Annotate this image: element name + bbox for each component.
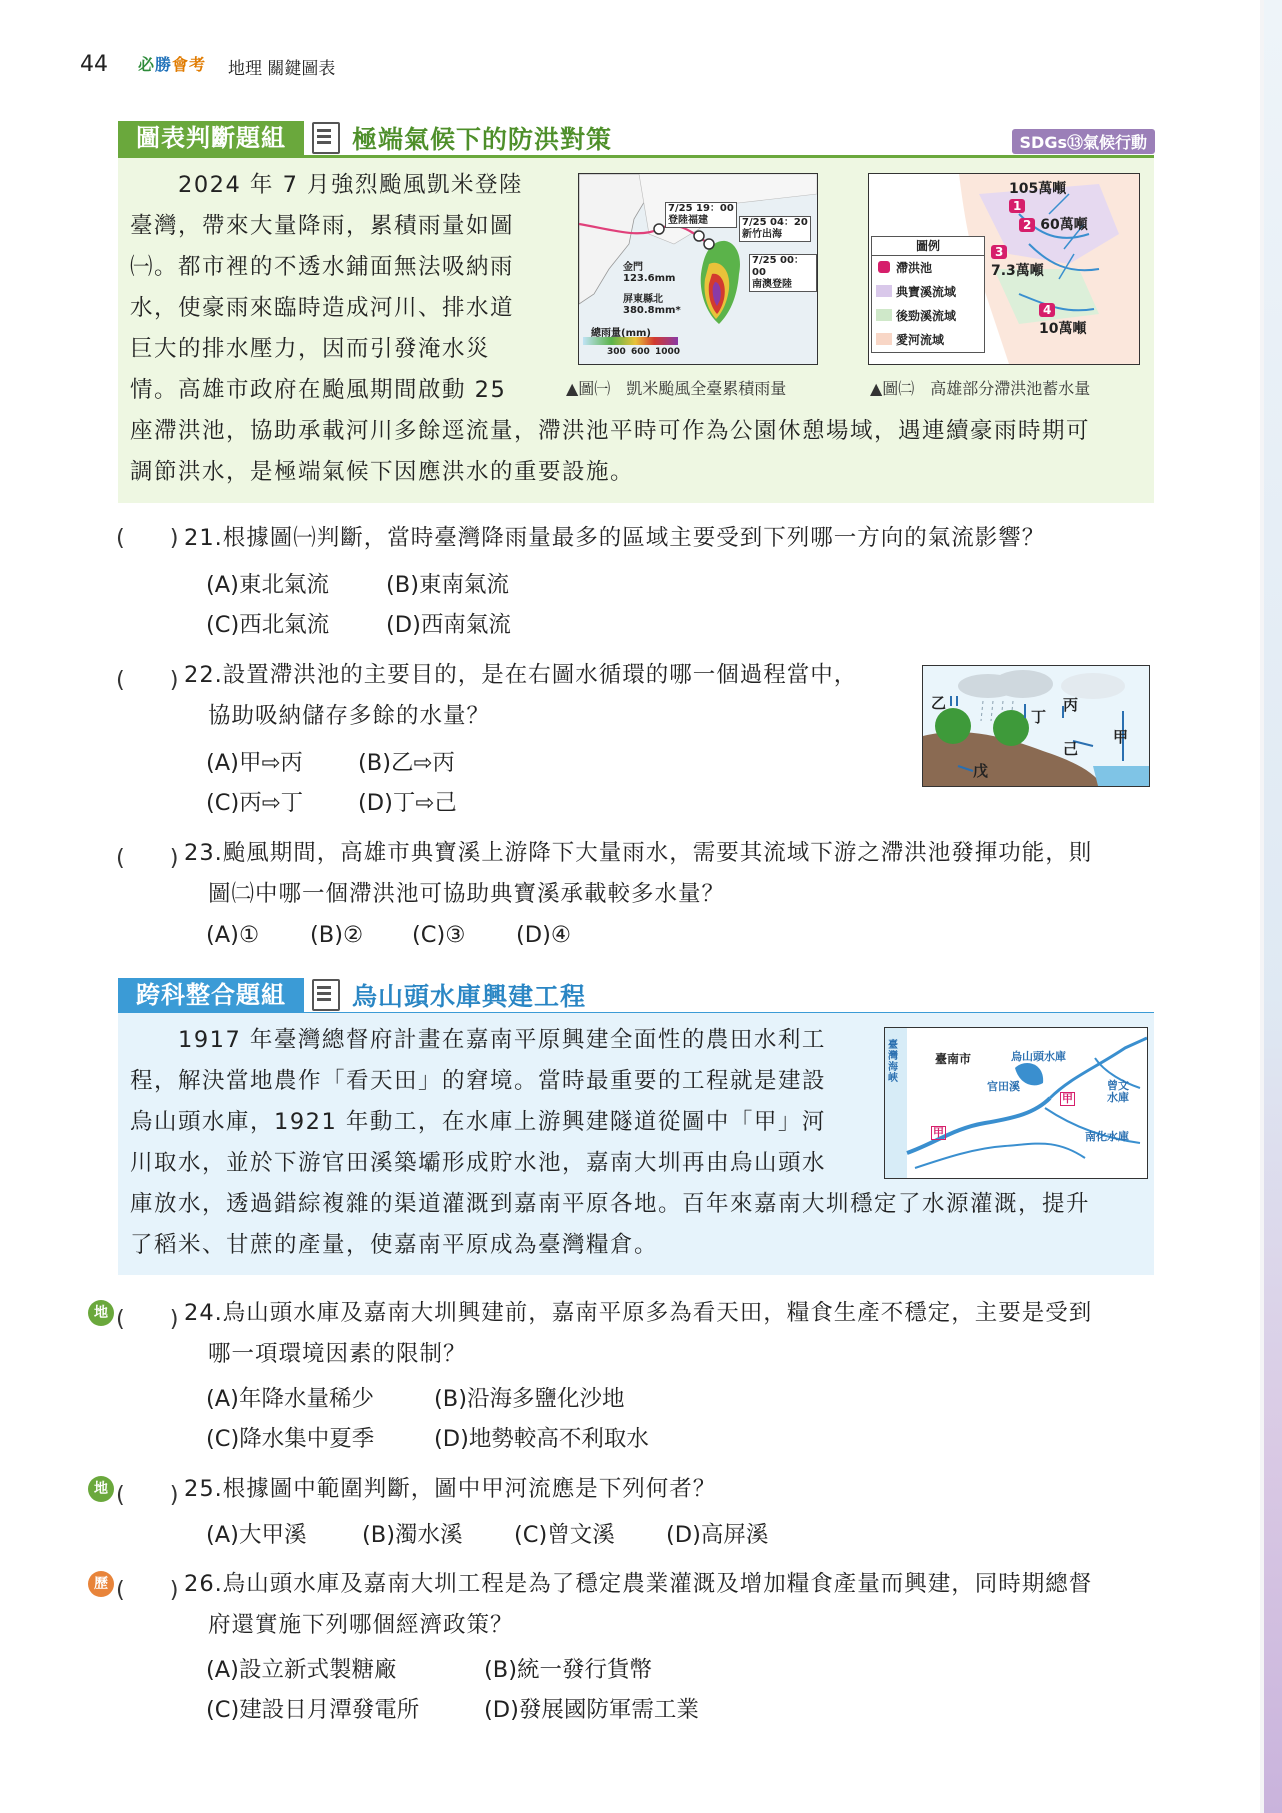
passage-line: 座滯洪池，協助承載河川多餘逕流量，滯洪池平時可作為公園休憩場域，遇連續豪雨時期可 (130, 418, 1091, 444)
passage-line: 巨大的排水壓力，因而引發淹水災 (130, 336, 491, 362)
figure1-caption: ▲圖㈠ 凱米颱風全臺累積雨量 (566, 379, 787, 398)
fig1-label-kinmen: 金門 123.6mm (623, 262, 676, 284)
q23-option-a[interactable]: (A)① (206, 922, 260, 948)
wc-label-jia: 甲 (1113, 728, 1129, 746)
question-26: 26.烏山頭水庫及嘉南大圳工程是為了穩定農業灌溉及增加糧食產量而興建，同時期總督 府還實施下列哪個經濟政策？ (184, 1571, 1093, 1638)
map-label-zengwen: 曾文水庫 (1107, 1079, 1129, 1104)
map-label-tainan: 臺南市 (935, 1052, 972, 1066)
fig1-label-landfall-fujian: 7/25 19：00 登陸福建 (665, 202, 737, 228)
wushantou-map (884, 1027, 1148, 1179)
wc-label-ji: 己 (1063, 740, 1079, 758)
fig2-legend (871, 236, 985, 353)
document-icon (312, 122, 340, 154)
page-number: 44 (80, 52, 108, 77)
wc-label-bing: 丙 (1063, 696, 1079, 714)
section1-title: 極端氣候下的防洪對策 (352, 125, 613, 154)
passage-line: 2024 年 7 月強烈颱風凱米登陸 (178, 172, 524, 198)
passage-line: ㈠。都市裡的不透水鋪面無法吸納雨 (130, 254, 515, 280)
fig2-legend-item: 後勁溪流域 (872, 304, 984, 328)
fig2-pool4: 4 10萬噸 (1039, 303, 1087, 337)
passage-line: 臺灣，帶來大量降雨，累積雨量如圖 (130, 213, 515, 239)
q25-option-a[interactable]: (A)大甲溪 (206, 1522, 307, 1548)
section1-passage (130, 165, 560, 411)
q25-option-b[interactable]: (B)濁水溪 (362, 1522, 463, 1548)
fig2-legend-title: 圖例 (872, 237, 984, 256)
map-label-jia-2: 甲 (933, 1126, 944, 1139)
figure1-rainfall-map (578, 173, 818, 365)
fig1-legend-tick: 600 (631, 347, 650, 357)
section2-tag: 跨科整合題組 (118, 978, 304, 1012)
fig2-legend-item: 滯洪池 (872, 256, 984, 280)
q26-option-c[interactable]: (C)建設日月潭發電所 (206, 1697, 420, 1723)
wc-label-yi: 乙 (931, 694, 947, 712)
book-logo: 必勝會考 (138, 55, 207, 74)
figure2-detention-map (868, 173, 1140, 365)
fig1-label-pingtung: 屏東縣北 380.8mm* (623, 294, 681, 316)
q24-option-b[interactable]: (B)沿海多鹽化沙地 (434, 1386, 625, 1412)
passage-line: 了稻米、甘蔗的產量，使嘉南平原成為臺灣糧倉。 (130, 1232, 659, 1258)
q26-option-d[interactable]: (D)發展國防軍需工業 (484, 1697, 699, 1723)
q23-option-b[interactable]: (B)② (310, 922, 364, 948)
page-edge-decoration (1264, 0, 1282, 1813)
answer-blank[interactable]: ( ) (116, 1577, 179, 1603)
fig2-pool2: 2 60萬噸 (1019, 214, 1088, 234)
q21-option-b[interactable]: (B)東南氣流 (386, 572, 509, 598)
section2-title: 烏山頭水庫興建工程 (352, 982, 587, 1011)
document-icon (312, 979, 340, 1011)
header-title: 地理 關鍵圖表 (228, 59, 336, 79)
map-label-wushantou: 烏山頭水庫 (1011, 1050, 1066, 1063)
q25-option-d[interactable]: (D)高屏溪 (666, 1522, 769, 1548)
q24-option-c[interactable]: (C)降水集中夏季 (206, 1426, 375, 1452)
answer-blank[interactable]: ( ) (116, 1306, 179, 1332)
passage-line: 水，使豪雨來臨時造成河川、排水道 (130, 295, 515, 321)
fig1-legend-tick: 1000 (655, 347, 681, 357)
passage-line: 程，解決當地農作「看天田」的窘境。當時最重要的工程就是建設 (130, 1068, 827, 1094)
question-23: 23.颱風期間，高雄市典寶溪上游降下大量雨水，需要其流域下游之滯洪池發揮功能，則 圖㈡中哪一個滯洪池可協助典寶溪承載較多水量？ (184, 840, 1093, 907)
q21-option-a[interactable]: (A)東北氣流 (206, 572, 329, 598)
q21-option-c[interactable]: (C)西北氣流 (206, 612, 330, 638)
passage-line: 調節洪水，是極端氣候下因應洪水的重要設施。 (130, 459, 635, 485)
q24-option-d[interactable]: (D)地勢較高不利取水 (434, 1426, 649, 1452)
section1-passage-continued (130, 411, 1140, 493)
fig2-pool3: 3 7.3萬噸 (991, 245, 1044, 279)
wc-label-wu: 戊 (973, 762, 989, 780)
section2-passage (130, 1020, 870, 1184)
wc-label-ding: 丁 (1031, 708, 1047, 726)
fig2-legend-item: 愛河流域 (872, 328, 984, 352)
question-25: 25.根據圖中範圍判斷，圖中甲河流應是下列何者？ (184, 1476, 717, 1502)
question-24: 24.烏山頭水庫及嘉南大圳興建前，嘉南平原多為看天田，糧食生產不穩定，主要是受到 哪一項環境因素的限制？ (184, 1300, 1093, 1367)
q22-option-b[interactable]: (B)乙⇨丙 (358, 750, 455, 776)
q22-option-d[interactable]: (D)丁⇨己 (358, 790, 457, 816)
fig1-label-hsinchu-exit: 7/25 04：20 新竹出海 (739, 216, 811, 242)
fig1-legend-title: 總雨量(mm) (591, 328, 651, 339)
water-cycle-figure (922, 665, 1150, 787)
geography-badge: 地 (88, 1300, 114, 1326)
section2-passage-continued (130, 1184, 1140, 1266)
q23-option-c[interactable]: (C)③ (412, 922, 466, 948)
fig1-label-nanao-landfall: 7/25 00：00 南澳登陸 (749, 254, 817, 292)
answer-blank[interactable]: ( ) (116, 525, 179, 551)
q22-option-a[interactable]: (A)甲⇨丙 (206, 750, 303, 776)
map-label-guantian: 官田溪 (987, 1080, 1020, 1093)
passage-line: 情。高雄市政府在颱風期間啟動 25 (130, 377, 507, 403)
answer-blank[interactable]: ( ) (116, 667, 179, 693)
question-22: 22.設置滯洪池的主要目的，是在右圖水循環的哪一個過程當中， 協助吸納儲存多餘的水量？ (184, 662, 858, 729)
geography-badge: 地 (88, 1476, 114, 1502)
section2-header (118, 978, 586, 1012)
passage-line: 烏山頭水庫，1921 年動工，在水庫上游興建隧道從圖中「甲」河 (130, 1109, 826, 1135)
q22-option-c[interactable]: (C)丙⇨丁 (206, 790, 304, 816)
fig2-pool1: 105萬噸 1 (1009, 181, 1067, 213)
q26-option-b[interactable]: (B)統一發行貨幣 (484, 1657, 652, 1683)
map-label-jia-1: 甲 (1062, 1092, 1073, 1105)
passage-line: 1917 年臺灣總督府計畫在嘉南平原興建全面性的農田水利工 (178, 1027, 826, 1053)
q23-option-d[interactable]: (D)④ (516, 922, 572, 948)
figure2-caption: ▲圖㈡ 高雄部分滯洪池蓄水量 (870, 379, 1091, 398)
map-label-strait: 臺灣海峽 (888, 1040, 898, 1084)
passage-line: 川取水，並於下游官田溪築壩形成貯水池，嘉南大圳再由烏山頭水 (130, 1150, 827, 1176)
fig2-legend-item: 典寶溪流域 (872, 280, 984, 304)
section1-tag: 圖表判斷題組 (118, 121, 304, 155)
passage-line: 庫放水，透過錯綜複雜的渠道灌溉到嘉南平原各地。百年來嘉南大圳穩定了水源灌溉，提升 (130, 1191, 1091, 1217)
q26-option-a[interactable]: (A)設立新式製糖廠 (206, 1657, 397, 1683)
fig1-legend-tick: 300 (607, 347, 626, 357)
q21-option-d[interactable]: (D)西南氣流 (386, 612, 511, 638)
section1-header (118, 121, 612, 155)
question-21: 21.根據圖㈠判斷，當時臺灣降雨量最多的區域主要受到下列哪一方向的氣流影響？ (184, 525, 1046, 551)
map-label-nanhua: 南化水庫 (1085, 1130, 1129, 1143)
answer-blank[interactable]: ( ) (116, 845, 179, 871)
answer-blank[interactable]: ( ) (116, 1482, 179, 1508)
page-edge-strip (1260, 0, 1264, 1813)
history-badge: 歷 (88, 1571, 114, 1597)
q25-option-c[interactable]: (C)曾文溪 (514, 1522, 615, 1548)
q24-option-a[interactable]: (A)年降水量稀少 (206, 1386, 374, 1412)
sdg-badge: SDGs⑬氣候行動 (1012, 129, 1155, 154)
